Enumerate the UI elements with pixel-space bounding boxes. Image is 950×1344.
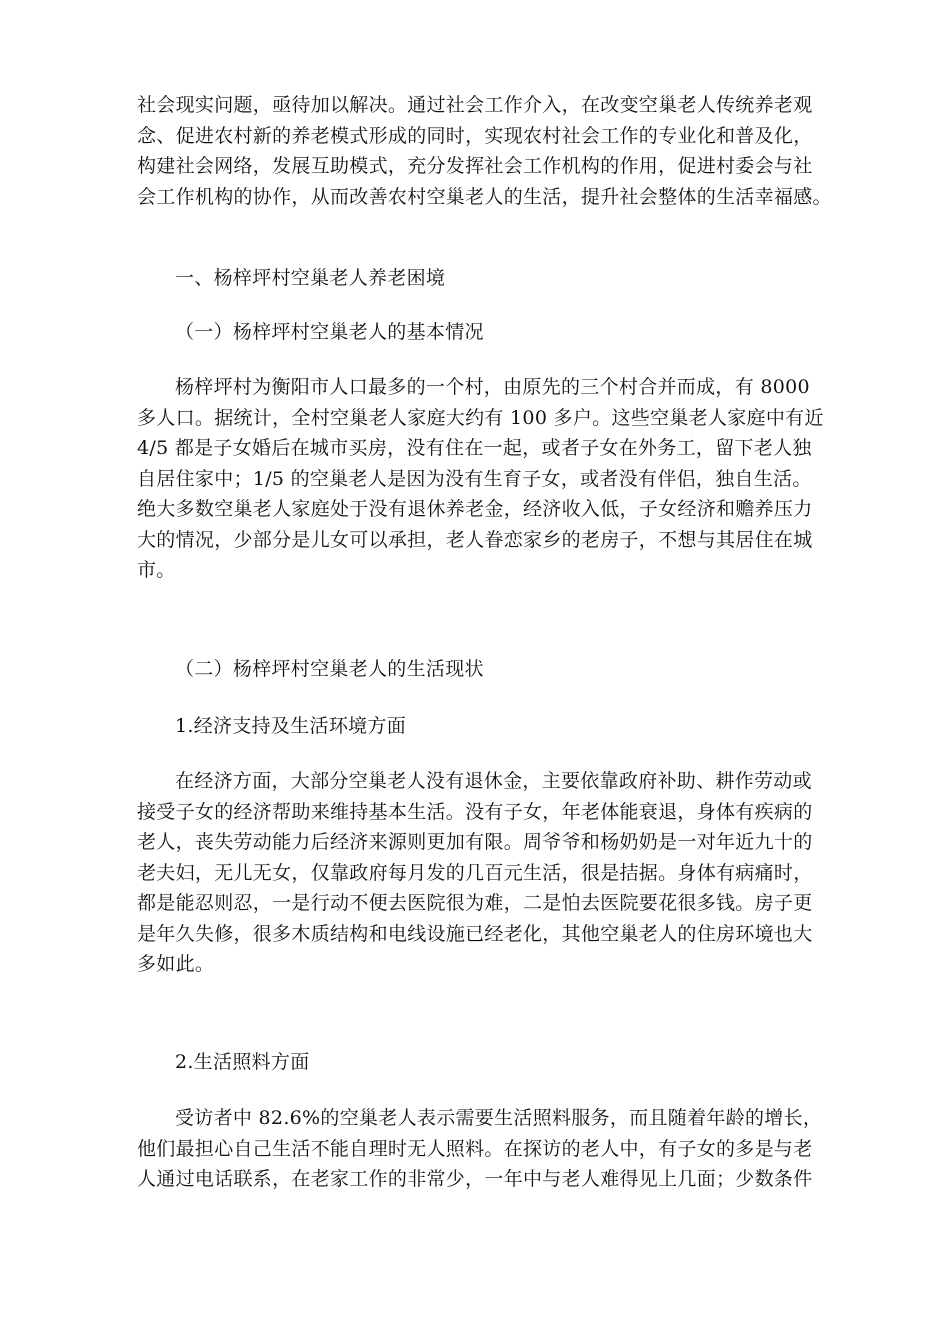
section-title: 一、杨梓坪村空巢老人养老困境 <box>175 267 446 289</box>
paragraph-line: 构建社会网络，发展互助模式，充分发挥社会工作机构的作用，促进村委会与社 <box>137 155 813 177</box>
subsubsection-heading-1-2-1 <box>137 711 837 742</box>
paragraph-line: 人通过电话联系，在老家工作的非常少，一年中与老人难得见上几面；少数条件 <box>137 1168 813 1190</box>
paragraph-line: 他们最担心自己生活不能自理时无人照料。在探访的老人中，有子女的多是与老 <box>137 1137 813 1160</box>
section-heading-1 <box>137 263 837 294</box>
intro-paragraph <box>137 90 837 212</box>
care-paragraph <box>137 1103 837 1195</box>
paragraph-line: 在经济方面，大部分空巢老人没有退休金，主要依靠政府补助、耕作劳动或 <box>175 770 812 792</box>
subsection-heading-1-2 <box>137 654 837 685</box>
subsubsection-heading-1-2-2 <box>137 1047 837 1078</box>
subsection-title: （一）杨梓坪村空巢老人的基本情况 <box>175 321 484 343</box>
paragraph-line: 都是能忍则忍，一是行动不便去医院很为难，二是怕去医院要花很多钱。房子更 <box>137 892 813 914</box>
subsection-title: （二）杨梓坪村空巢老人的生活现状 <box>175 658 484 680</box>
paragraph-line: 老人，丧失劳动能力后经济来源则更加有限。周爷爷和杨奶奶是一对年近九十的 <box>137 831 813 853</box>
paragraph-line: 多如此。 <box>137 953 215 975</box>
paragraph-line: 会工作机构的协作，从而改善农村空巢老人的生活，提升社会整体的生活幸福感。 <box>137 185 832 208</box>
basic-situation-paragraph <box>137 372 837 586</box>
paragraph-line: 多人口。据统计，全村空巢老人家庭大约有 100 多户。这些空巢老人家庭中有近 <box>137 406 824 429</box>
paragraph-line: 4/5 都是子女婚后在城市买房，没有住在一起，或者子女在外务工，留下老人独 <box>137 437 812 459</box>
paragraph-line: 社会现实问题，亟待加以解决。通过社会工作介入，在改变空巢老人传统养老观 <box>137 94 813 116</box>
subsubsection-title: 2.生活照料方面 <box>175 1051 310 1073</box>
paragraph-line: 接受子女的经济帮助来维持基本生活。没有子女，年老体能衰退，身体有疾病的 <box>137 800 813 823</box>
paragraph-line: 是年久失修，很多木质结构和电线设施已经老化，其他空巢老人的住房环境也大 <box>137 922 813 945</box>
subsection-heading-1-1 <box>137 317 837 348</box>
paragraph-line: 大的情况，少部分是儿女可以承担，老人眷恋家乡的老房子，不想与其居住在城 <box>137 528 813 551</box>
paragraph-line: 念、促进农村新的养老模式形成的同时，实现农村社会工作的专业化和普及化， <box>137 124 813 147</box>
paragraph-line: 老夫妇，无儿无女，仅靠政府每月发的几百元生活，很是拮据。身体有病痛时， <box>137 861 813 884</box>
paragraph-line: 绝大多数空巢老人家庭处于没有退休养老金，经济收入低，子女经济和赡养压力 <box>137 498 813 520</box>
paragraph-line: 受访者中 82.6%的空巢老人表示需要生活照料服务，而且随着年龄的增长， <box>175 1107 823 1129</box>
subsubsection-title: 1.经济支持及生活环境方面 <box>175 715 407 737</box>
economy-paragraph <box>137 766 837 980</box>
paragraph-line: 自居住家中；1/5 的空巢老人是因为没有生育子女，或者没有伴侣，独自生活。 <box>137 467 812 490</box>
paragraph-line: 杨梓坪村为衡阳市人口最多的一个村，由原先的三个村合并而成，有 8000 <box>175 376 810 398</box>
paragraph-line: 市。 <box>137 559 176 581</box>
